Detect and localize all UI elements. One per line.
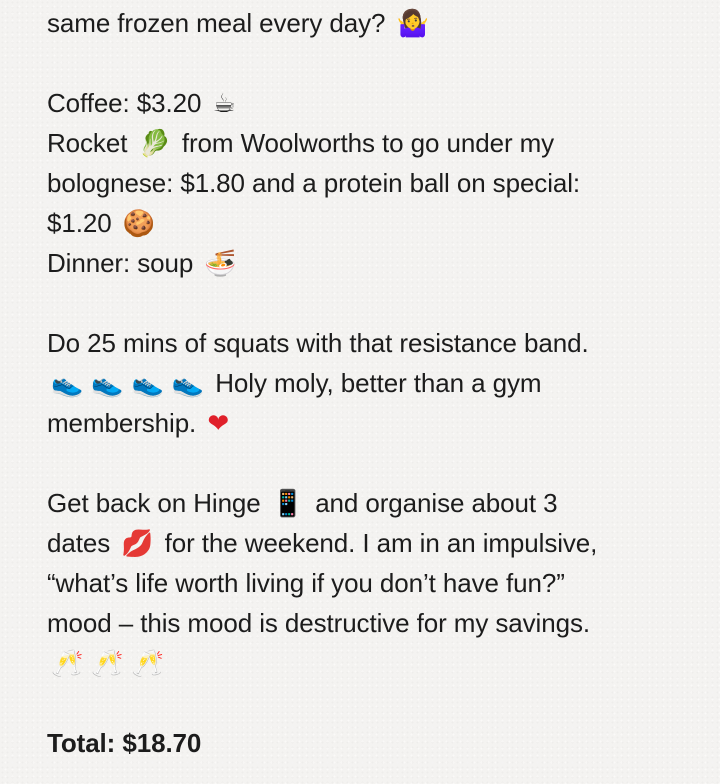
- note-line-hinge: [47, 483, 687, 523]
- note-line-bolognese: [47, 163, 687, 203]
- red-heart-emoji-icon: ❤: [207, 409, 229, 439]
- hinge-text: Get back on Hinge: [47, 488, 261, 518]
- line-text: same frozen meal every day?: [47, 8, 386, 38]
- clinking-glasses-emoji-icon: 🥂: [91, 649, 124, 679]
- leafy-green-emoji-icon: 🥬: [138, 129, 171, 159]
- hinge-text-cont: and organise about 3: [315, 488, 558, 518]
- holy-text: Holy moly, better than a gym: [215, 368, 542, 398]
- squats-text: Do 25 mins of squats with that resistance band.: [47, 328, 589, 358]
- dates-text: dates: [47, 528, 111, 558]
- sneaker-emoji-icon: 👟: [131, 369, 164, 399]
- blank-line: [47, 443, 687, 483]
- clinking-glasses-emoji-icon: 🥂: [51, 649, 84, 679]
- note-line-mood: [47, 603, 687, 643]
- blank-line: [47, 683, 687, 723]
- note-line-squats: [47, 323, 687, 363]
- cookie-emoji-icon: 🍪: [122, 209, 155, 239]
- bolognese-text: bolognese: $1.80 and a protein ball on special:: [47, 168, 581, 198]
- note-line-dates: [47, 523, 687, 563]
- rocket-text: Rocket: [47, 128, 128, 158]
- soup-bowl-emoji-icon: 🍜: [204, 249, 237, 279]
- kiss-mark-emoji-icon: 💋: [121, 529, 154, 559]
- dates-text-cont: for the weekend. I am in an impulsive,: [164, 528, 598, 558]
- sneaker-emoji-icon: 👟: [91, 369, 124, 399]
- note-body[interactable]: [47, 3, 687, 763]
- dinner-text: Dinner: soup: [47, 248, 194, 278]
- price-text: $1.20: [47, 208, 112, 238]
- life-text: “what’s life worth living if you don’t have fun?”: [47, 568, 565, 598]
- blank-line: [47, 43, 687, 83]
- blank-line: [47, 283, 687, 323]
- note-line-membership: [47, 403, 687, 443]
- mood-text: mood – this mood is destructive for my savings.: [47, 608, 590, 638]
- mobile-phone-emoji-icon: 📱: [271, 489, 305, 519]
- note-line-price: [47, 203, 687, 243]
- clinking-glasses-emoji-icon: 🥂: [131, 649, 164, 679]
- note-line-dinner: [47, 243, 687, 283]
- sneaker-emoji-icon: 👟: [171, 369, 205, 399]
- coffee-text: Coffee: $3.20: [47, 88, 202, 118]
- note-line-life: [47, 563, 687, 603]
- note-line: [47, 3, 687, 43]
- total-line: [47, 723, 687, 763]
- note-line-coffee: [47, 83, 687, 123]
- note-line-holy: [47, 363, 687, 403]
- shrug-emoji-icon: 🤷‍♀️: [396, 9, 429, 39]
- sneaker-emoji-icon: 👟: [51, 369, 84, 399]
- note-line-rocket: [47, 123, 687, 163]
- note-line-cheers: [47, 643, 687, 683]
- coffee-emoji-icon: ☕: [212, 89, 236, 119]
- total-text: Total: $18.70: [47, 728, 202, 758]
- membership-text: membership.: [47, 408, 197, 438]
- rocket-text-cont: from Woolworths to go under my: [181, 128, 555, 158]
